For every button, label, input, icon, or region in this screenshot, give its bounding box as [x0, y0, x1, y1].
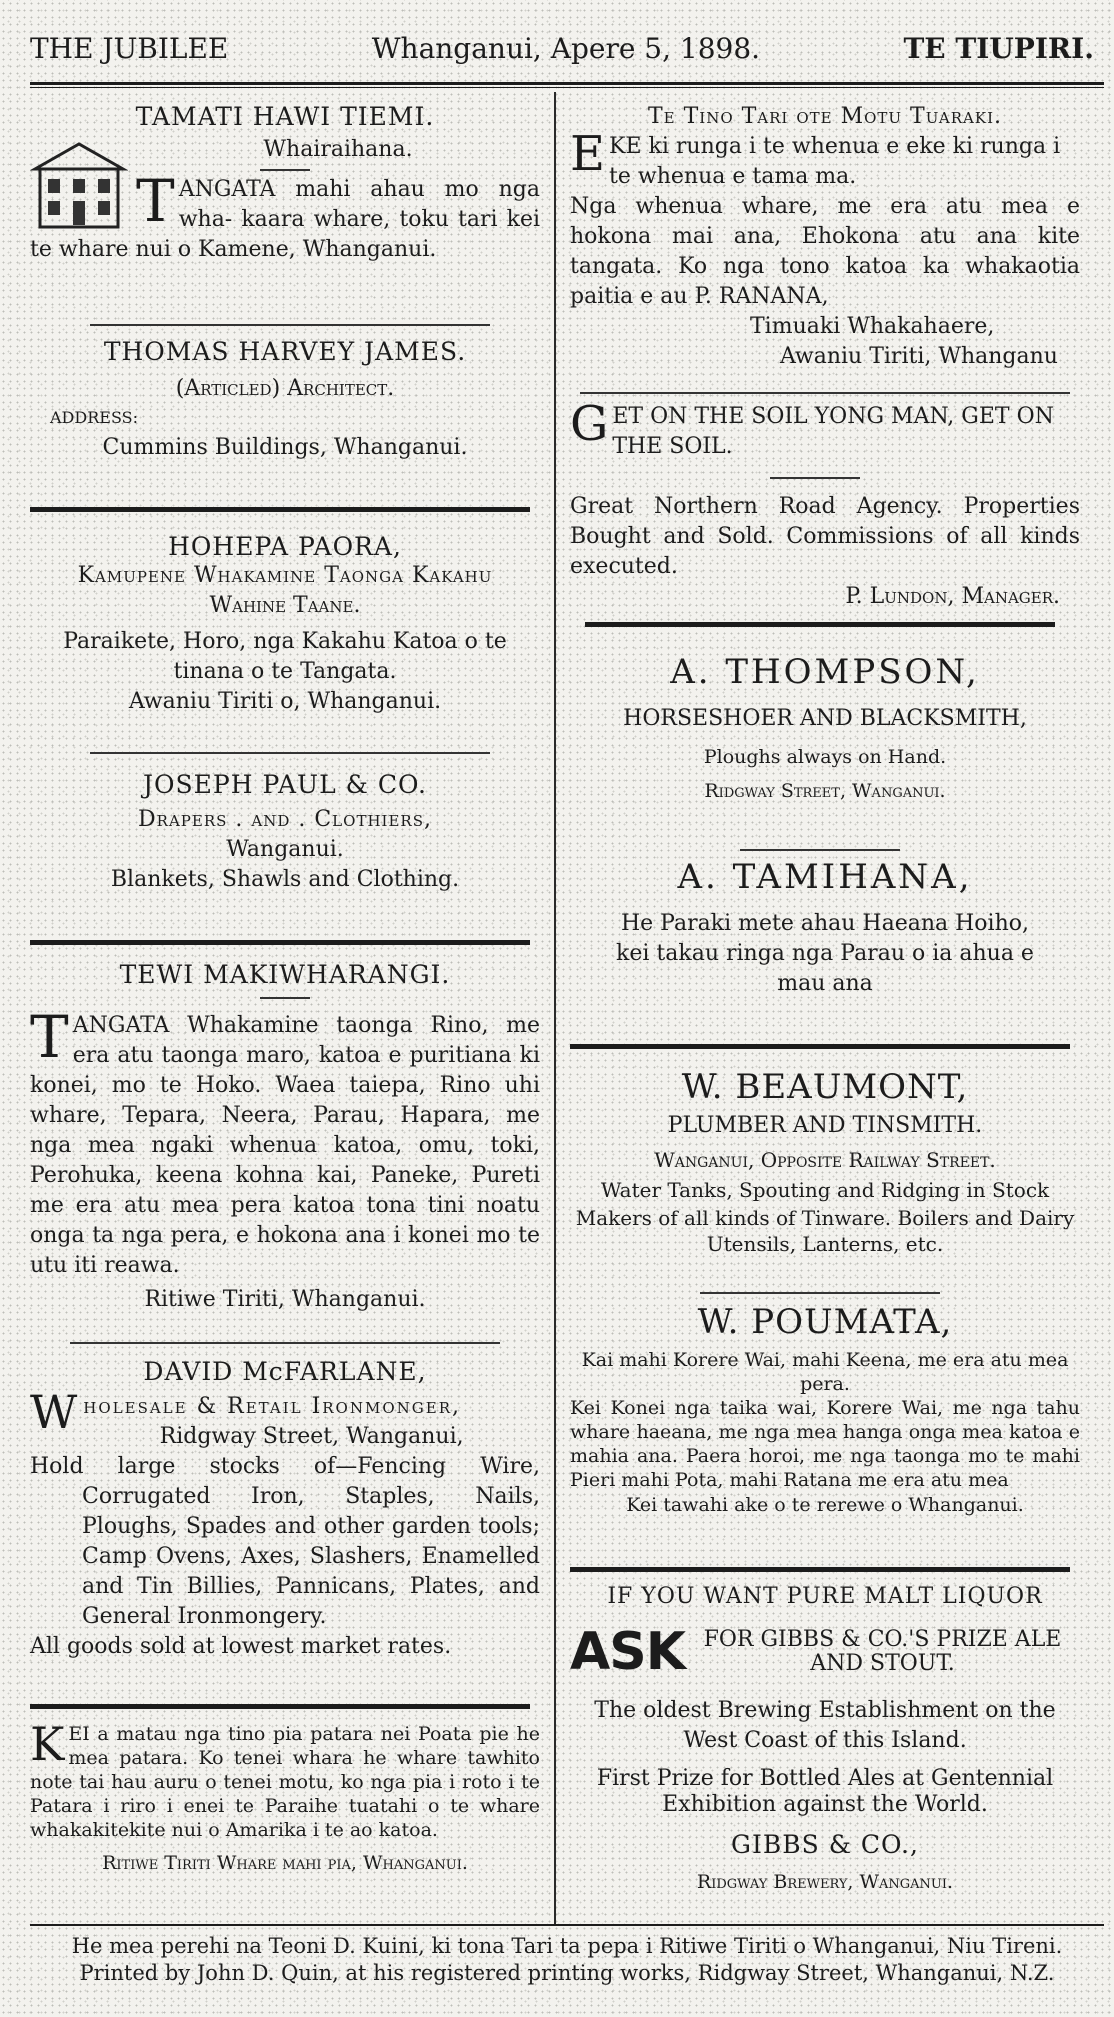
ad-name: TAMATI HAWI TIEMI. — [135, 102, 435, 131]
rule — [570, 1567, 1070, 1572]
rule — [90, 752, 490, 754]
ad-great-northern — [570, 492, 1080, 612]
imprint-maori: He mea perehi na Teoni D. Kuini, ki tona Tari ta pepa i Ritiwe Tiriti o Whanganui, Niu Tireni. — [71, 1934, 1063, 1958]
ad-name: W. POUMATA, — [697, 1302, 953, 1342]
ad-body: K EI a matau nga tino pia patara nei Poata pie he mea patara. Ko tenei whara he whare tawhito note tai hau auru o tenei motu, ko nga pia i roto i te Patara i riro i enei te Paraihe tuatahi o te whare whakakitekite nui o Amarika i te ao katoa. — [30, 1717, 540, 1841]
ad-david-mcfarlane: DAVID McFARLANE, W holesale & Retail Ironmonger, Ridgway Street, Wanganui, Hold large stocks of—Fencing Wire, Corrugated Iron, Staples, Nails, Ploughs, Spades and other garden tools; Camp Ovens, Axes, Slashers, Enamelled and Tin Billies, Pannicans, Plates, and General Ironmongery. All goods sold at lowest market rates. — [30, 1357, 540, 1662]
ad-sign2: Awaniu Tiriti, Whanganu — [780, 344, 1058, 369]
ad-body: G ET ON THE SOIL YONG MAN, GET ON THE SOIL. — [570, 396, 1054, 459]
masthead-rule — [30, 82, 1104, 85]
ad-body: T ANGATA Whakamine taonga Rino, me era atu taonga maro, katoa e puritiana ki konei, mo te Hoko. Waea taiepa, Rino uhi whare, Tepara, Neera, Parau, Hapara, me nga mea ngaki whenua katoa, omu, toki, Perohuka, keena kohna kai, Paneke, Pureti me era atu mea pera katoa tona tini noatu onga ta nga pera, e hokona ana i konei mo te utu iti reawa. — [30, 1003, 540, 1278]
address: Cummins Buildings, Whanganui. — [102, 435, 468, 460]
short-rule — [260, 169, 310, 171]
drop-cap: E — [570, 126, 606, 182]
short-rule — [260, 997, 310, 999]
ad-tewi-makiwharangi — [30, 960, 540, 1315]
footer-rule — [30, 1924, 1104, 1926]
ad-name: W. BEAUMONT, — [681, 1067, 969, 1107]
rule — [580, 392, 1070, 394]
masthead — [30, 18, 1094, 78]
ad-sign: P. Lundon, Manager. — [845, 584, 1060, 609]
ad-sign1: Timuaki Whakahaere, — [750, 314, 995, 339]
ad-a-tamihana — [570, 857, 1080, 999]
ad-body-first: E KE ki runga i te whenua e eke ki runga i te whenua e tama ma. — [570, 126, 1061, 189]
ad-title: Te Tino Tari ote Motu Tuaraki. — [648, 104, 1002, 129]
drop-cap: G — [570, 396, 609, 452]
ad-thomas-harvey-james — [30, 337, 540, 463]
imprint — [40, 1933, 1094, 1987]
address-label: ADDRESS: — [50, 408, 138, 427]
ad-body: Hold large stocks of—Fencing Wire, Corrugated Iron, Staples, Nails, Ploughs, Spades and other garden tools; Camp Ovens, Axes, Slashers, Enamelled and Tin Billies, Pannicans, Plates, and General Ironmongery. — [30, 1454, 540, 1629]
ad-body: Nga whenua whare, me era atu mea e hokona mai ana, Ehokona atu ana kite tangata. Ko nga tono katoa ka whakaotia paitia e au P. RANANA, — [570, 194, 1080, 309]
drop-cap: K — [30, 1717, 65, 1771]
ad-name: TEWI MAKIWHARANGI. — [119, 960, 451, 989]
ad-closing: All goods sold at lowest market rates. — [30, 1634, 452, 1659]
ad-sign: Ritiwe Tiriti, Whanganui. — [144, 1287, 426, 1312]
ad-w-poumata: W. POUMATA, Kai mahi Korere Wai, mahi Keena, me era atu mea pera. Kei Konei nga taika wai, Korere Wai, me nga tahu whare haeana, me nga mea hanga onga mea katoa e mahia ana. Paera horoi, me nga taonga mo te mahi Pieri mahi Pota, mahi Ratana me era atu mea Kei tawahi ake o te rerewe o Whanganui. — [570, 1302, 1080, 1516]
rule — [570, 1044, 1070, 1049]
ad-sign: Kei tawahi ake o te rerewe o Whanganui. — [626, 1494, 1024, 1516]
drop-cap: T — [136, 167, 175, 235]
drop-cap: W — [30, 1385, 80, 1439]
ad-hohepa-paora: HOHEPA PAORA, Kamupene Whakamine Taonga Kakahu Wahine Taane. Paraikete, Horo, nga Kakahu Katoa o te tinana o te Tangata. Awaniu Tiriti o, Whanganui. — [30, 532, 540, 717]
ad-gibbs-co: IF YOU WANT PURE MALT LIQUOR ASK FOR GIBBS & CO.'S PRIZE ALE AND STOUT. The oldest Brewing Establishment on the West Coast of this Island. First Prize for Bottled Ales at Gentennial Exhibition against the World. GIBBS & CO., Ridgway Brewery, Wanganui. — [570, 1582, 1080, 1893]
ad-name: THOMAS HARVEY JAMES. — [103, 337, 467, 366]
column-divider — [554, 92, 556, 1924]
ad-name: JOSEPH PAUL & CO. — [143, 770, 427, 799]
ad-name: A. THOMPSON, — [670, 652, 980, 692]
ad-title: W holesale & Retail Ironmonger, — [30, 1385, 461, 1439]
ad-name: A. TAMIHANA, — [677, 857, 973, 897]
rule — [70, 1342, 500, 1344]
rule — [585, 622, 1055, 627]
ad-name: HOHEPA PAORA, — [168, 532, 402, 561]
ad-a-thompson: A. THOMPSON, HORSESHOER AND BLACKSMITH, Ploughs always on Hand. Ridgway Street, Wanganui. — [570, 652, 1080, 802]
ad-get-on-the-soil — [570, 396, 1080, 462]
ad-name: DAVID McFARLANE, — [143, 1357, 427, 1386]
ad-te-tino-tari — [570, 102, 1080, 372]
rule — [30, 507, 530, 512]
ad-poata-pia — [30, 1717, 540, 1874]
ask-word: ASK — [570, 1622, 685, 1682]
rule — [740, 849, 900, 851]
rule — [770, 477, 860, 479]
drop-cap: T — [30, 1003, 69, 1071]
ask-line: ASK FOR GIBBS & CO.'S PRIZE ALE AND STOUT. — [570, 1622, 1062, 1682]
rule — [30, 1704, 530, 1709]
masthead-date: Whanganui, Apere 5, 1898. — [371, 31, 761, 65]
rule — [90, 324, 490, 326]
masthead-rule-thin — [30, 87, 1104, 88]
masthead-right: TE TIUPIRI. — [903, 31, 1094, 65]
ad-name: GIBBS & CO., — [731, 1830, 919, 1859]
ad-body: Great Northern Road Agency. Properties Bought and Sold. Commissions of all kinds executed. — [570, 494, 1080, 579]
ad-body: T ANGATA mahi ahau mo nga wha- kaara whare, toku tari kei te whare nui o Kamene, Whanganui. — [30, 167, 541, 262]
ad-sign: Ritiwe Tiriti Whare mahi pia, Whanganui. — [102, 1852, 468, 1874]
ad-w-beaumont: W. BEAUMONT, PLUMBER AND TINSMITH. Wanganui, Opposite Railway Street. Water Tanks, Spouting and Ridging in Stock Makers of all kinds of Tinware. Boilers and Dairy Utensils, Lanterns, etc. — [570, 1067, 1080, 1257]
rule — [700, 1292, 940, 1294]
ad-body: He Paraki mete ahau Haeana Hoiho, kei takau ringa nga Parau o ia ahua e mau ana — [616, 911, 1034, 996]
masthead-left: THE JUBILEE — [30, 31, 229, 65]
ad-subtitle: Whairaihana. — [263, 137, 413, 162]
ad-joseph-paul: JOSEPH PAUL & CO. Drapers . and . Clothiers, Wanganui. Blankets, Shawls and Clothing. — [30, 770, 540, 895]
ad-title: (Articled) Architect. — [175, 376, 395, 401]
ad-body: Kei Konei nga taika wai, Korere Wai, me nga tahu whare haeana, me nga mea hanga onga mea katoa e mahia ana. Paera horoi, me nga taonga mo te mahi Pieri mahi Pota, mahi Ratana me era atu mea — [570, 1397, 1080, 1491]
rule — [30, 940, 530, 945]
house-illustration — [30, 139, 128, 231]
ad-tamati-hawi-tiemi — [30, 102, 540, 312]
imprint-english: Printed by John D. Quin, at his registered printing works, Ridgway Street, Whanganui, N.Z. — [79, 1961, 1055, 1985]
